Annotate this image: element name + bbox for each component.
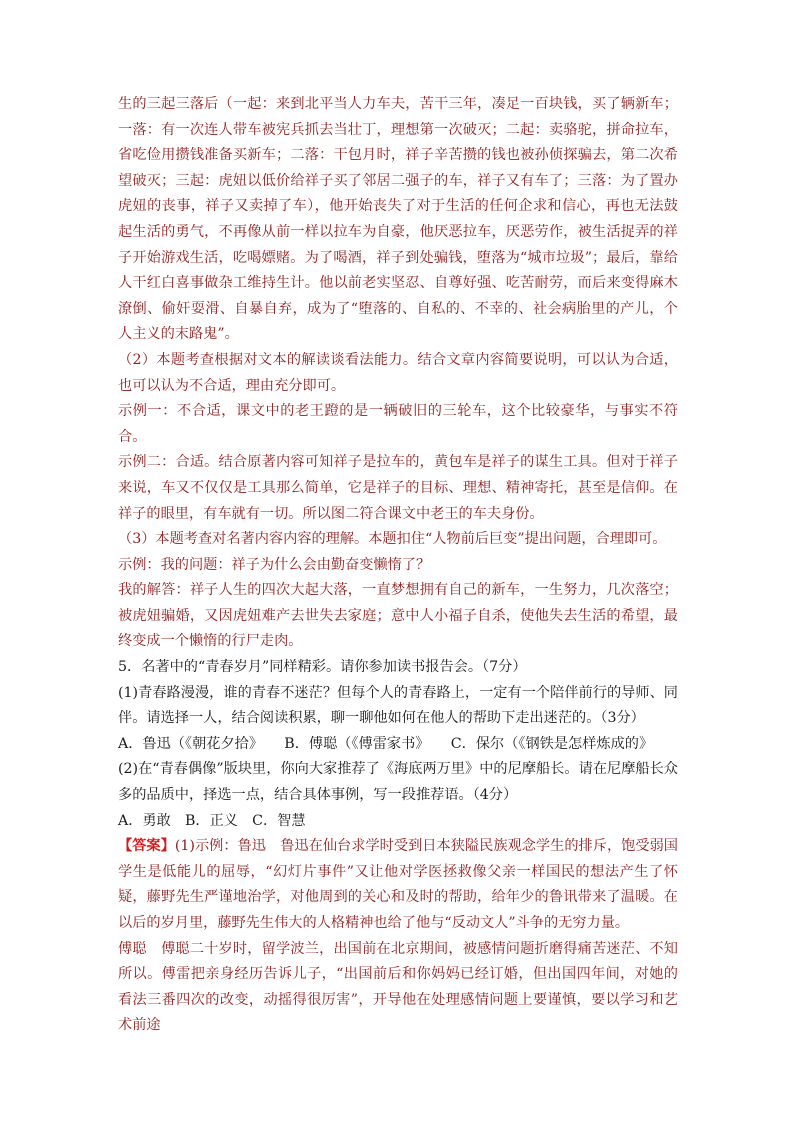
answer-paragraph-2: （2）本题考查根据对文本的解读谈看法能力。结合文章内容简要说明，可以认为合适，也可以认为不合适，理由充分即可。 — [118, 351, 678, 394]
answer-paragraph-1: 生的三起三落后（一起：来到北平当人力车夫，苦干三年，凑足一百块钱，买了辆新车；一落：有一次连人带车被宪兵抓去当壮丁，理想第一次破灭；二起：卖骆驼，拼命拉车，省吃俭用攒钱准备买新车；二落：干包月时，祥子辛苦攒的钱也被孙侦探骗去，第二次希望破灭；三起：虎妞以低价给祥子买了邻居二强子的车，祥子又有车了；三落：为了置办虎妞的丧事，祥子又卖掉了车），他开始丧失了对于生活的任何企求和信心，再也无法鼓起生活的勇气，不再像从前一样以拉车为自豪，他厌恶拉车，厌恶劳作，被生活捉弄的祥子开始游戏生活，吃喝嫖赌。为了喝酒，祥子到处骗钱，堕落为“城市垃圾”；最后，靠给人干红白喜事做杂工维持生计。他以前老实坚忍、自尊好强、吃苦耐劳，而后来变得麻木潦倒、偷奸耍滑、自暴自弃，成为了“堕落的、自私的、不幸的、社会病胎里的产儿，个人主义的末路鬼”。 — [118, 96, 678, 343]
example-one: 示例一：不合适，课文中的老王蹬的是一辆破旧的三轮车，这个比较豪华，与事实不符合。 — [118, 403, 678, 445]
document-page — [118, 92, 678, 1039]
example-two: 示例二：合适。结合原著内容可知祥子是拉车的，黄包车是祥子的谋生工具。但对于祥子来说，车又不仅仅是工具那么简单，它是祥子的目标、理想、精神寄托，甚至是信仰。在祥子的眼里，有车就有一切。所以图二符合课文中老王的车夫身份。 — [118, 454, 678, 522]
answer-tag: 【答案】 — [118, 838, 175, 855]
example-question: 示例：我的问题：祥子为什么会由勤奋变懒惰了？ — [118, 556, 431, 573]
answer-paragraph-3: （3）本题考查对名著内容内容的理解。本题扣住“人物前后巨变”提出问题，合理即可。 — [118, 531, 667, 548]
question-5-part-1: (1)青春路漫漫，谁的青春不迷茫？但每个人的青春路上，一定有一个陪伴前行的导师、同伴。请选择一人，结合阅读积累，聊一聊他如何在他人的帮助下走出迷茫的。（3分） — [118, 684, 678, 727]
question-5-part-1-options: A．鲁迅（《朝花夕拾》 B．傅聪（《傅雷家书》 C．保尔（《钢铁是怎样炼成的》 — [118, 735, 654, 752]
question-5-part-2: (2)在“青春偶像”版块里，你向大家推荐了《海底两万里》中的尼摩船长。请在尼摩船长众多的品质中，择选一点，结合具体事例，写一段推荐语。（4分） — [118, 761, 678, 804]
answer-fu-cong: 傅聪 傅聪二十岁时，留学波兰，出国前在北京期间，被感情问题折磨得痛苦迷茫、不知所以。傅雷把亲身经历告诉儿子，“出国前后和你妈妈已经订婚，但出国四年间，对她的看法三番四次的改变，动摇得很厉害”，开导他在处理感情问题上要谨慎，要以学习和艺术前途 — [118, 940, 678, 1034]
answer-block — [118, 834, 678, 936]
example-answer: 我的解答：祥子人生的四次大起大落，一直梦想拥有自己的新车，一生努力，几次落空；被虎妞骗婚，又因虎妞难产去世失去家庭；意中人小福子自杀，使他失去生活的希望，最终变成一个懒惰的行尸走肉。 — [118, 582, 678, 650]
question-5-title: 5．名著中的“青春岁月”同样精彩。请你参加读书报告会。（7分） — [118, 659, 527, 676]
question-5-part-2-options: A．勇敢 B．正义 C．智慧 — [118, 812, 306, 829]
answer-text: (1)示例：鲁迅 鲁迅在仙台求学时受到日本狭隘民族观念学生的排斥，饱受弱国学生是低能儿的屈辱，“幻灯片事件”又让他对学医拯救像父亲一样国民的想法产生了怀疑，藤野先生严谨地治学，对他周到的关心和及时的帮助，给年少的鲁讯带来了温暖。在以后的岁月里，藤野先生伟大的人格精神也给了他与“反动文人”斗争的无穷力量。 — [118, 838, 678, 931]
